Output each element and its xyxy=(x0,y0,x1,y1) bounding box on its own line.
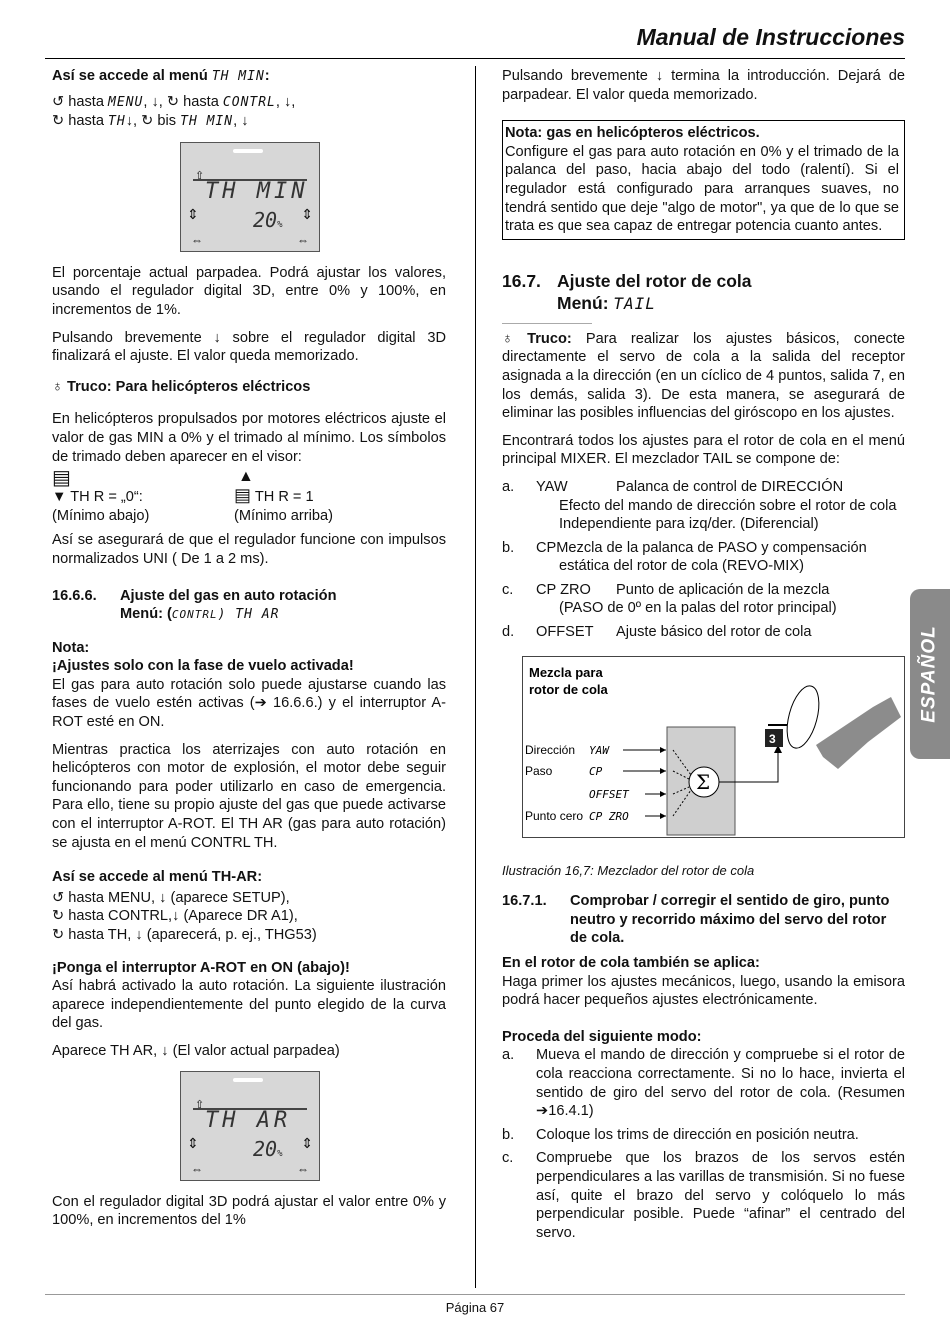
sigma-symbol: Σ xyxy=(696,769,711,794)
left-paragraph-9: Con el regulador digital 3D podrá ajustar el valor entre 0% y 100%, en incrementos del 1% xyxy=(52,1193,446,1229)
section-16-7-1-heading: 16.7.1. Comprobar / corregir el sentido de giro, punto neutro y recorrido máximo del servo del rotor de cola. xyxy=(502,893,890,947)
note-label: Nota: xyxy=(52,639,90,656)
trim-high: ▲ ▤ TH R = 1 (Mínimo arriba) xyxy=(234,468,416,525)
lcd-value: 20 xyxy=(253,207,278,232)
fig-title-2: rotor de cola xyxy=(529,681,608,697)
left-paragraph-1: El porcentaje actual parpadea. Podrá ajustar los valores, usando el regulador digital 3D, entre 0% y 100%, en incrementos de 1%. xyxy=(52,264,446,318)
page-number: Página 67 xyxy=(445,1300,505,1315)
lcd-main-text: TH MIN xyxy=(205,178,309,204)
right-paragraph-2: Encontrará todos los ajustes para el rotor de cola en el menú principal MIXER. El mezclador TAIL se compone de: xyxy=(502,432,905,468)
tip-icon: ♁ xyxy=(52,378,63,395)
left-paragraph-2: Pulsando brevemente ↓ sobre el regulador digital 3D finalizará el ajuste. El valor queda memorizado. xyxy=(52,329,446,365)
note-bold: ¡Ajustes solo con la fase de vuelo activada! xyxy=(52,658,354,675)
note-box-electric xyxy=(502,120,905,240)
column-divider xyxy=(475,66,476,1288)
left-paragraph-8: Aparece TH AR, ↓ (El valor actual parpadea) xyxy=(52,1042,340,1059)
fig-title-1: Mezcla para xyxy=(529,664,603,680)
section-16-7-heading: 16.7. Ajuste del rotor de cola Menú: TAIL xyxy=(502,270,752,313)
left-column xyxy=(52,67,446,1239)
note-box-text: Configure el gas para auto rotación en 0% y el trimado de la palanca del paso, hacia abajo del todo (ralentí). Si el regulador está configurado para arranques suaves, no tendrá sentido que deje "algo de motor", ya que de lo que se trata es que sea capaz de entregar potencia cuanto antes. xyxy=(505,143,899,235)
left-paragraph-4: Así se asegurará de que el regulador funcione con impulsos normalizados UNI ( De 1 a 2 ms). xyxy=(52,532,446,567)
also-text: Haga primer los ajustes mecánicos, luego, usando la emisora podrá hacer pequeños ajustes electrónicamente. xyxy=(502,973,905,1009)
mixer-components-list xyxy=(502,478,905,642)
list-item: c. Compruebe que los brazos de los servos estén perpendiculares a las varillas de transmisión. Si no fuese así, quite el brazo del servo y colóquelo lo más perpendicular posible. Puede “afinar” el centrado del servo. xyxy=(502,1150,905,1241)
tail-boom-shape xyxy=(816,697,901,769)
tip-title: ♁ Truco: Para helicópteros eléctricos xyxy=(52,378,311,395)
lcd-screen-th-min: ⇧ TH MIN 20% ⇕ ⇕ ⇔ ⇔ xyxy=(180,142,320,252)
left-paragraph-6: Mientras practica los aterrizajes con auto rotación en helicópteros con motor de explosión, el motor debe seguir funcionando para poder utilizarlo en caso de emergencia. Para ello, tiene su propio ajuste del gas que puede activarse con el interruptor A-ROT. El TH AR (gas para auto rotación) se ajusta en el menú CONTRL TH. xyxy=(52,741,446,851)
fig-label-paso: Paso xyxy=(525,763,553,778)
tail-mixer-diagram xyxy=(522,656,905,838)
access2-line1: ↺ hasta MENU, ↓ (aparece SETUP), xyxy=(52,889,290,906)
tip-paragraph: ♁ Truco: Para realizar los ajustes básicos, conecte directamente el servo de cola a la salida del receptor asignada a la dirección (en un cíclico de 4 puntos, salida 7, en los demás, salida 3). De esta manera, se asegurará de eliminar las posibles influencias del giróscopo en los ajustes. xyxy=(502,330,906,422)
access2-line2: ↻ hasta CONTRL,↓ (Aparece DR A1), xyxy=(52,908,298,925)
list-item: a. YAW Palanca de control de DIRECCIÓN Efecto del mando de dirección sobre el rotor de cola Independiente para izq/der. (Diferencial) xyxy=(502,478,897,533)
access2-line3: ↻ hasta TH, ↓ (aparecerá, p. ej., THG53) xyxy=(52,927,317,943)
fig-label-offset: OFFSET xyxy=(589,787,629,801)
right-column xyxy=(502,67,905,1248)
tail-mixer-svg xyxy=(523,657,904,837)
figure-caption: Ilustración 16,7: Mezclador del rotor de cola xyxy=(502,862,755,878)
lcd-value: 20 xyxy=(253,1136,278,1161)
fig-label-yaw: YAW xyxy=(589,743,609,757)
lcd-screen-th-ar: ⇧ TH AR 20% ⇕ ⇕ ⇔ ⇔ xyxy=(180,1071,320,1181)
fig-label-direccion: Dirección xyxy=(525,742,576,757)
header-rule xyxy=(45,58,905,59)
trim-down-icon: ▼ xyxy=(52,489,67,506)
list-item: a. Mueva el mando de dirección y compruebe si el rotor de cola reacciona correctamente. Si no lo hace, invierta el sentido de giro del servo del rotor de cola. (Resumen ➔16.4.1) xyxy=(502,1047,905,1120)
side-tab-label: ESPAÑOL xyxy=(918,625,940,723)
tail-rotor-blade xyxy=(781,682,825,751)
trim-symbols xyxy=(52,468,446,525)
arot-title: ¡Ponga el interruptor A-ROT en ON (abajo)! xyxy=(52,959,350,976)
heading-underline xyxy=(502,323,592,324)
left-paragraph-5: El gas para auto rotación solo puede ajustarse cuando las fases de vuelo estén activas (➔ 16.6.6.) y el interruptor A-ROT esté en ON. xyxy=(52,676,446,731)
trim-low: ▤ ▼ TH R = „0“: (Mínimo abajo) xyxy=(52,467,150,524)
also-title: En el rotor de cola también se aplica: xyxy=(502,955,760,972)
left-paragraph-3: En helicópteros propulsados por motores eléctricos ajuste el valor de gas MIN a 0% y el trimado al mínimo. Los símbolos de trimado deben aparecer en el visor: xyxy=(52,411,446,465)
language-side-tab xyxy=(910,589,950,759)
list-item: d. OFFSET Ajuste básico del rotor de cola xyxy=(502,624,812,641)
procedure-title: Proceda del siguiente modo: xyxy=(502,1028,702,1045)
trim-up-icon: ▲ xyxy=(238,468,254,486)
tip-icon: ♁ xyxy=(502,330,513,347)
access1-line1: ↺ hasta MENU, ↓, ↻ hasta CONTRL, ↓, xyxy=(52,93,296,110)
access1-line2: ↻ hasta TH↓, ↻ bis TH MIN, ↓ xyxy=(52,113,249,130)
fig-output-number: 3 xyxy=(769,731,776,746)
list-item: b. Coloque los trims de dirección en posición neutra. xyxy=(502,1126,859,1143)
fig-label-punto-cero: Punto cero xyxy=(525,808,584,823)
left-paragraph-7: Así habrá activado la auto rotación. La siguiente ilustración aparece independientemente del punto elegido de la curva del gas. xyxy=(52,978,446,1032)
page-header-title: Manual de Instrucciones xyxy=(636,24,905,50)
lcd-main-text: TH AR xyxy=(205,1107,292,1133)
right-paragraph-1: Pulsando brevemente ↓ termina la introducción. Dejará de parpadear. El valor queda memorizado. xyxy=(502,68,905,103)
procedure-steps xyxy=(502,1046,905,1242)
access1-title: Así se accede al menú TH MIN: xyxy=(52,68,270,84)
footer-rule xyxy=(45,1294,905,1295)
fig-label-cp: CP xyxy=(589,764,603,778)
access2-title: Así se accede al menú TH-AR: xyxy=(52,869,263,886)
section-16-6-6-heading: 16.6.6. Ajuste del gas en auto rotación Menú: (CONTRL) TH AR xyxy=(52,587,337,623)
list-item: b. CPMezcla de la palanca de PASO y compensación estática del rotor de cola (REVO-MIX) xyxy=(502,539,867,575)
fig-label-cpzro: CP ZRO xyxy=(589,809,629,823)
note-box-title: Nota: gas en helicópteros eléctricos. xyxy=(505,125,760,142)
list-item: c. CP ZRO Punto de aplicación de la mezcla (PASO de 0º en la palas del rotor principal) xyxy=(502,581,837,617)
